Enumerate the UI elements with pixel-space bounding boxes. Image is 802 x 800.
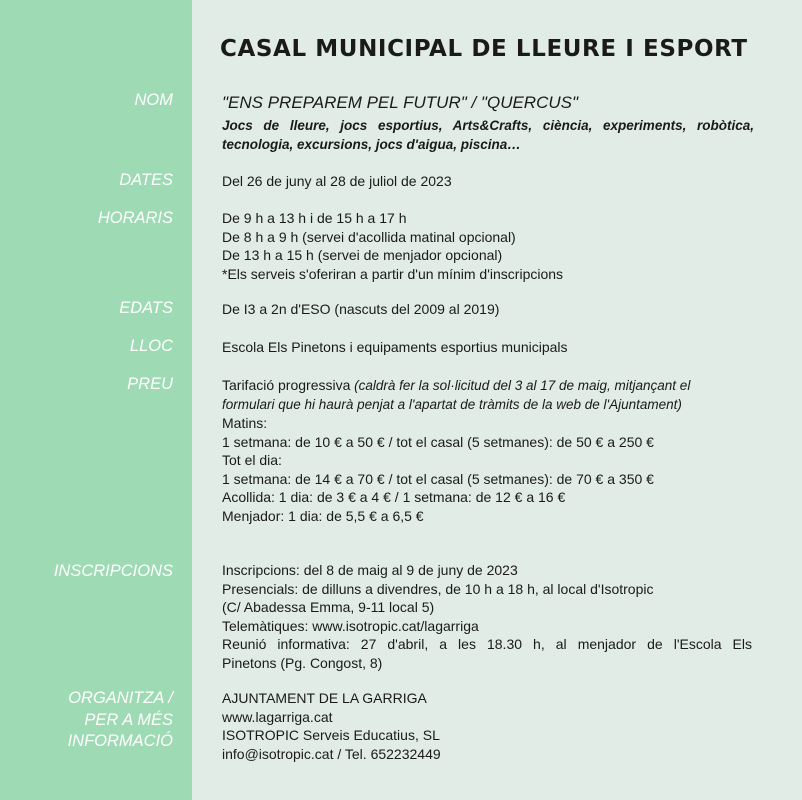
section-preu bbox=[222, 376, 722, 525]
organitza-line: ISOTROPIC Serveis Educatius, SL bbox=[222, 727, 440, 743]
activity-description: Jocs de lleure, jocs esportius, Arts&Crafts, ciència, experiments, robòtica, tecnologia, excursions, jocs d'aigua, piscina… bbox=[222, 118, 754, 152]
label-dates: DATES bbox=[119, 171, 173, 189]
horaris-line: *Els serveis s'oferiran a partir d'un mínim d'inscripcions bbox=[222, 265, 564, 282]
inscripcions-line: Inscripcions: del 8 de maig al 9 de juny de 2023 bbox=[222, 562, 518, 578]
preu-line: 1 setmana: de 14 € a 70 € / tot el casal (5 setmanes): de 70 € a 350 € bbox=[222, 470, 654, 487]
page-title: CASAL MUNICIPAL DE LLEURE I ESPORT bbox=[220, 36, 748, 62]
organitza-label-line: INFORMACIÓ bbox=[67, 732, 173, 750]
section-inscripcions bbox=[222, 561, 752, 672]
inscripcions-line: Telemàtiques: www.isotropic.cat/lagarriga bbox=[222, 617, 479, 634]
inscripcions-line: (C/ Abadessa Emma, 9-11 local 5) bbox=[222, 599, 435, 615]
organitza-line: AJUNTAMENT DE LA GARRIGA bbox=[222, 690, 427, 706]
preu-line: Menjador: 1 dia: de 5,5 € a 6,5 € bbox=[222, 507, 424, 524]
label-organitza bbox=[0, 688, 173, 753]
preu-line: Acollida: 1 dia: de 3 € a 4 € / 1 setmana: de 12 € a 16 € bbox=[222, 489, 566, 505]
section-lloc bbox=[222, 338, 754, 357]
preu-intro-block bbox=[222, 376, 722, 414]
edats-text: De I3 a 2n d'ESO (nascuts del 2009 al 2019) bbox=[222, 301, 500, 317]
section-dates bbox=[222, 172, 754, 191]
preu-line: Tot el dia: bbox=[222, 452, 282, 468]
meeting-line-cont: Pinetons (Pg. Congost, 8) bbox=[222, 654, 383, 671]
section-edats bbox=[222, 300, 754, 319]
preu-note: (caldrà fer la sol·licitud del 3 al 17 de maig, mitjançant el formulari que hi haurà penjat a l'apartat de tràmits de la web de l'Ajuntament) bbox=[222, 378, 691, 412]
lloc-text: Escola Els Pinetons i equipaments esportius municipals bbox=[222, 339, 568, 355]
meeting-line: Reunió informativa: 27 d'abril, a les 18.30 h, al menjador de l'Escola Els bbox=[222, 636, 752, 652]
section-organitza bbox=[222, 689, 754, 763]
organitza-label-line: PER A MÉS bbox=[84, 710, 173, 729]
inscripcions-line: Presencials: de dilluns a divendres, de 10 h a 18 h, al local d'Isotropic bbox=[222, 580, 654, 597]
label-lloc: LLOC bbox=[129, 337, 173, 355]
horaris-line: De 13 h a 15 h (servei de menjador opcional) bbox=[222, 247, 503, 263]
dates-text: Del 26 de juny al 28 de juliol de 2023 bbox=[222, 173, 452, 189]
organitza-contact: info@isotropic.cat / Tel. 652232449 bbox=[222, 745, 441, 762]
preu-line: Matins: bbox=[222, 415, 268, 431]
sidebar bbox=[0, 0, 192, 800]
label-nom: NOM bbox=[134, 91, 173, 109]
section-horaris bbox=[222, 209, 754, 283]
label-horaris: HORARIS bbox=[97, 209, 173, 227]
label-preu: PREU bbox=[127, 375, 173, 393]
section-nom bbox=[222, 92, 754, 154]
label-inscripcions: INSCRIPCIONS bbox=[53, 562, 173, 580]
preu-intro: Tarifació progressiva bbox=[222, 377, 351, 393]
label-edats: EDATS bbox=[119, 299, 173, 317]
activity-name: "ENS PREPAREM PEL FUTUR" / "QUERCUS" bbox=[222, 93, 579, 112]
horaris-line: De 9 h a 13 h i de 15 h a 17 h bbox=[222, 210, 407, 226]
horaris-line: De 8 h a 9 h (servei d'acollida matinal opcional) bbox=[222, 228, 516, 245]
organitza-website: www.lagarriga.cat bbox=[222, 708, 333, 725]
preu-line: 1 setmana: de 10 € a 50 € / tot el casal (5 setmanes): de 50 € a 250 € bbox=[222, 433, 654, 450]
organitza-label-line: ORGANITZA / bbox=[68, 689, 173, 707]
